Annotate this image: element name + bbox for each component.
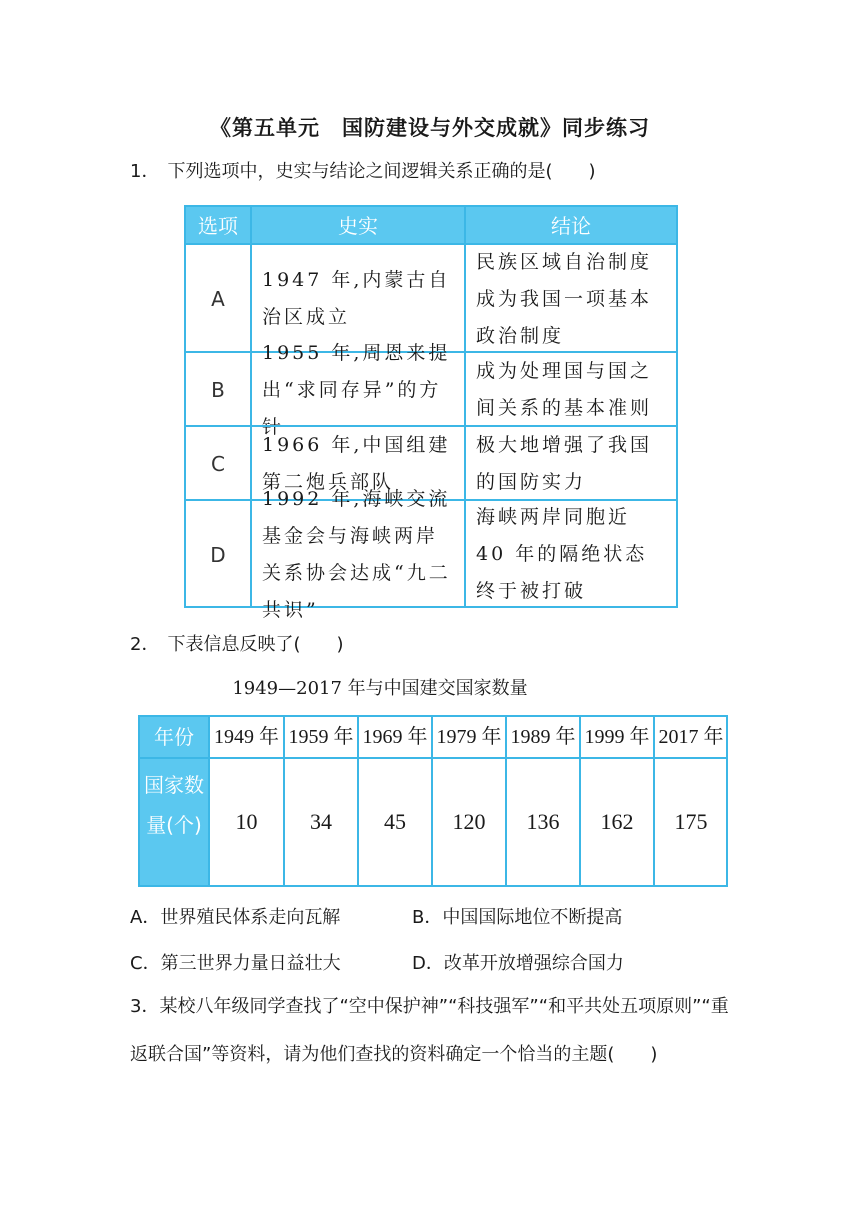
row-header-year: 年份 bbox=[154, 725, 194, 749]
table-caption: 1949—2017 年与中国建交国家数量 bbox=[232, 678, 528, 699]
choice-d[interactable]: D．改革开放增强综合国力 bbox=[412, 953, 624, 974]
row-header-count: 国家数量(个) bbox=[144, 773, 204, 837]
option-cell: A bbox=[211, 287, 225, 311]
header-fact: 史实 bbox=[338, 214, 378, 238]
table-row bbox=[186, 487, 676, 621]
header-option: 选项 bbox=[198, 214, 238, 238]
year-cell: 1969 年 bbox=[362, 726, 428, 748]
conclusion-cell: 成为处理国与国之间关系的基本准则 bbox=[476, 360, 653, 419]
count-cell: 120 bbox=[452, 809, 486, 834]
year-cell: 1949 年 bbox=[214, 726, 279, 748]
choice-c[interactable]: C．第三世界力量日益壮大 bbox=[130, 953, 341, 974]
year-cell: 2017 年 bbox=[658, 726, 724, 748]
header-conclusion: 结论 bbox=[551, 214, 591, 238]
table-row bbox=[186, 341, 676, 438]
question-2 bbox=[130, 622, 344, 668]
fact-cell: 1947 年,内蒙古自治区成立 bbox=[262, 269, 451, 328]
question-number: 1． bbox=[130, 161, 160, 182]
choice-b[interactable]: B．中国国际地位不断提高 bbox=[412, 907, 623, 928]
option-cell: D bbox=[210, 542, 226, 567]
count-cell: 175 bbox=[674, 809, 708, 834]
question-3 bbox=[130, 983, 740, 1079]
count-cell: 45 bbox=[384, 809, 406, 834]
count-cell: 10 bbox=[235, 809, 258, 834]
diplomatic-relations-table bbox=[138, 715, 728, 887]
page-title: 《第五单元 国防建设与外交成就》同步练习 bbox=[210, 116, 650, 140]
conclusion-cell: 民族区域自治制度成为我国一项基本政治制度 bbox=[476, 250, 653, 347]
fact-cell: 1992 年,海峡交流基金会与海峡两岸关系协会达成“九二共识” bbox=[262, 487, 451, 621]
conclusion-cell: 极大地增强了我国的国防实力 bbox=[476, 434, 653, 493]
question-number: 2． bbox=[130, 634, 160, 655]
fact-cell: 1955 年,周恩来提出“求同存异”的方针 bbox=[262, 341, 451, 438]
conclusion-cell: 海峡两岸同胞近 40 年的隔绝状态终于被打破 bbox=[476, 506, 648, 602]
option-cell: C bbox=[211, 452, 225, 476]
question-1 bbox=[130, 149, 596, 195]
count-cell: 136 bbox=[526, 809, 560, 834]
year-cell: 1989 年 bbox=[510, 726, 576, 748]
row-headers bbox=[140, 717, 208, 885]
year-cell: 1959 年 bbox=[288, 726, 354, 748]
choice-a[interactable]: A．世界殖民体系走向瓦解 bbox=[130, 907, 341, 928]
question-text: 某校八年级同学查找了“空中保护神”“科技强军”“和平共处五项原则”“重返联合国”等资料，请为他们查找的资料确定一个恰当的主题( ) bbox=[130, 996, 729, 1065]
question-text: 下列选项中，史实与结论之间逻辑关系正确的是( ) bbox=[167, 161, 596, 182]
question-number: 3． bbox=[130, 996, 160, 1017]
year-cell: 1979 年 bbox=[436, 726, 502, 748]
option-cell: B bbox=[211, 378, 225, 402]
table-header bbox=[186, 207, 676, 245]
fact-cell: 1966 年,中国组建第二炮兵部队 bbox=[262, 434, 451, 493]
count-cell: 34 bbox=[310, 809, 332, 834]
year-cell: 1999 年 bbox=[584, 726, 650, 748]
facts-conclusions-table bbox=[184, 205, 678, 621]
count-cell: 162 bbox=[600, 809, 634, 834]
question-text: 下表信息反映了( ) bbox=[167, 634, 344, 655]
